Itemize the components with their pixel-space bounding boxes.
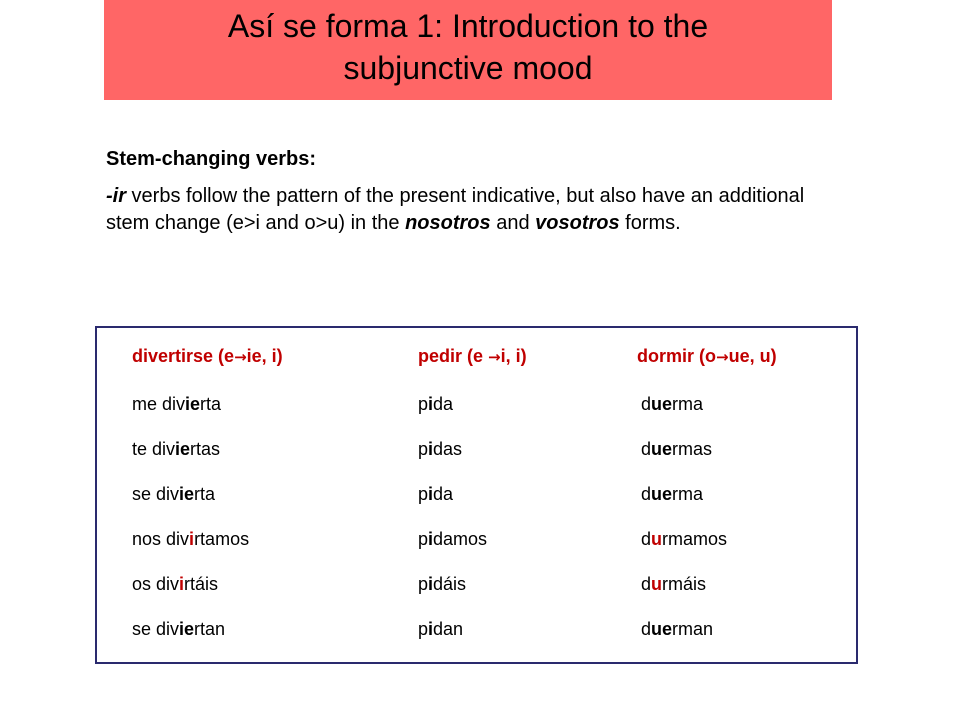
header-suffix: ue, u): [728, 346, 777, 366]
stem-change: ue: [651, 619, 673, 639]
column-header-divertirse: [132, 346, 283, 376]
form-prefix: p: [418, 529, 429, 549]
section-heading: Stem-changing verbs:: [106, 148, 317, 170]
form-prefix: os div: [132, 574, 180, 594]
form-prefix: se div: [132, 619, 180, 639]
column-header-pedir: [418, 346, 527, 376]
nosotros-term: nosotros: [405, 212, 491, 234]
header-suffix: i, i): [500, 346, 527, 366]
header-prefix: pedir (e: [418, 346, 489, 366]
intro-text-1: verbs follow the pattern of the present indicative, but also have an additional stem change (e>i and o>u) in the: [106, 185, 805, 234]
form-ending: damos: [433, 529, 488, 549]
verb-form-row: [418, 617, 527, 662]
column-pedir: [418, 346, 527, 662]
column-divertirse: [132, 346, 283, 662]
stem-change: u: [651, 529, 663, 549]
form-ending: dáis: [433, 574, 467, 594]
stem-change: i: [428, 439, 434, 459]
form-prefix: me div: [132, 394, 186, 414]
vosotros-term: vosotros: [535, 212, 620, 234]
stem-change: i: [428, 484, 434, 504]
intro-section: [106, 148, 846, 237]
verb-form-row: [641, 572, 777, 617]
verb-form-row: [641, 482, 777, 527]
stem-change: ue: [651, 439, 673, 459]
slide-title: [228, 5, 708, 89]
form-ending: rma: [672, 484, 704, 504]
header-prefix: divertirse (e: [132, 346, 235, 366]
verb-form-row: [641, 437, 777, 482]
form-prefix: p: [418, 394, 429, 414]
stem-change: i: [428, 529, 434, 549]
form-ending: rtamos: [194, 529, 250, 549]
intro-text-2: and: [490, 212, 536, 234]
verb-form-row: [418, 572, 527, 617]
form-prefix: d: [641, 439, 652, 459]
title-line-2: subjunctive mood: [343, 50, 593, 86]
stem-change: ie: [179, 484, 195, 504]
verb-form-row: [132, 572, 283, 617]
verb-forms: [418, 392, 527, 662]
stem-change: ie: [179, 619, 195, 639]
verb-form-row: [132, 392, 283, 437]
form-prefix: d: [641, 574, 652, 594]
stem-change: i: [428, 394, 434, 414]
stem-change: ie: [185, 394, 201, 414]
form-ending: rmamos: [662, 529, 728, 549]
form-prefix: p: [418, 484, 429, 504]
stem-change: ue: [651, 394, 673, 414]
stem-change: ie: [175, 439, 191, 459]
header-suffix: ie, i): [246, 346, 283, 366]
form-ending: rtas: [190, 439, 221, 459]
conjugation-table: [95, 326, 858, 664]
form-ending: da: [433, 394, 454, 414]
form-ending: rtáis: [184, 574, 219, 594]
verb-form-row: [418, 437, 527, 482]
form-ending: das: [433, 439, 463, 459]
right-arrow-icon: →: [488, 348, 501, 366]
form-ending: rmas: [672, 439, 713, 459]
intro-text-3: forms.: [619, 212, 681, 234]
form-prefix: d: [641, 529, 652, 549]
stem-change: i: [179, 574, 185, 594]
form-prefix: p: [418, 574, 429, 594]
right-arrow-icon: →: [716, 348, 729, 366]
right-arrow-icon: →: [234, 348, 247, 366]
verb-form-row: [418, 527, 527, 572]
stem-change: u: [651, 574, 663, 594]
stem-change: i: [428, 574, 434, 594]
verb-forms: [132, 392, 283, 662]
stem-change: ue: [651, 484, 673, 504]
stem-change: i: [428, 619, 434, 639]
verb-form-row: [641, 392, 777, 437]
form-prefix: se div: [132, 484, 180, 504]
form-ending: rman: [672, 619, 714, 639]
form-prefix: p: [418, 439, 429, 459]
verb-form-row: [132, 617, 283, 662]
title-line-1: Así se forma 1: Introduction to the: [227, 8, 709, 44]
form-prefix: d: [641, 619, 652, 639]
verb-forms: [641, 392, 777, 662]
form-ending: rtan: [194, 619, 226, 639]
form-prefix: te div: [132, 439, 176, 459]
intro-paragraph: [106, 183, 846, 237]
title-banner: [104, 0, 832, 100]
stem-change: i: [189, 529, 195, 549]
verb-form-row: [418, 392, 527, 437]
header-prefix: dormir (o: [637, 346, 716, 366]
form-ending: rta: [200, 394, 222, 414]
form-prefix: p: [418, 619, 429, 639]
verb-form-row: [132, 482, 283, 527]
column-dormir: [637, 346, 777, 662]
form-ending: rta: [194, 484, 216, 504]
column-header-dormir: [637, 346, 777, 376]
form-prefix: nos div: [132, 529, 190, 549]
form-ending: da: [433, 484, 454, 504]
verb-form-row: [132, 527, 283, 572]
form-prefix: d: [641, 394, 652, 414]
verb-form-row: [641, 617, 777, 662]
verb-form-row: [641, 527, 777, 572]
form-ending: rma: [672, 394, 704, 414]
form-prefix: d: [641, 484, 652, 504]
verb-form-row: [418, 482, 527, 527]
verb-form-row: [132, 437, 283, 482]
ir-term: -ir: [106, 185, 126, 207]
form-ending: rmáis: [662, 574, 707, 594]
form-ending: dan: [433, 619, 464, 639]
